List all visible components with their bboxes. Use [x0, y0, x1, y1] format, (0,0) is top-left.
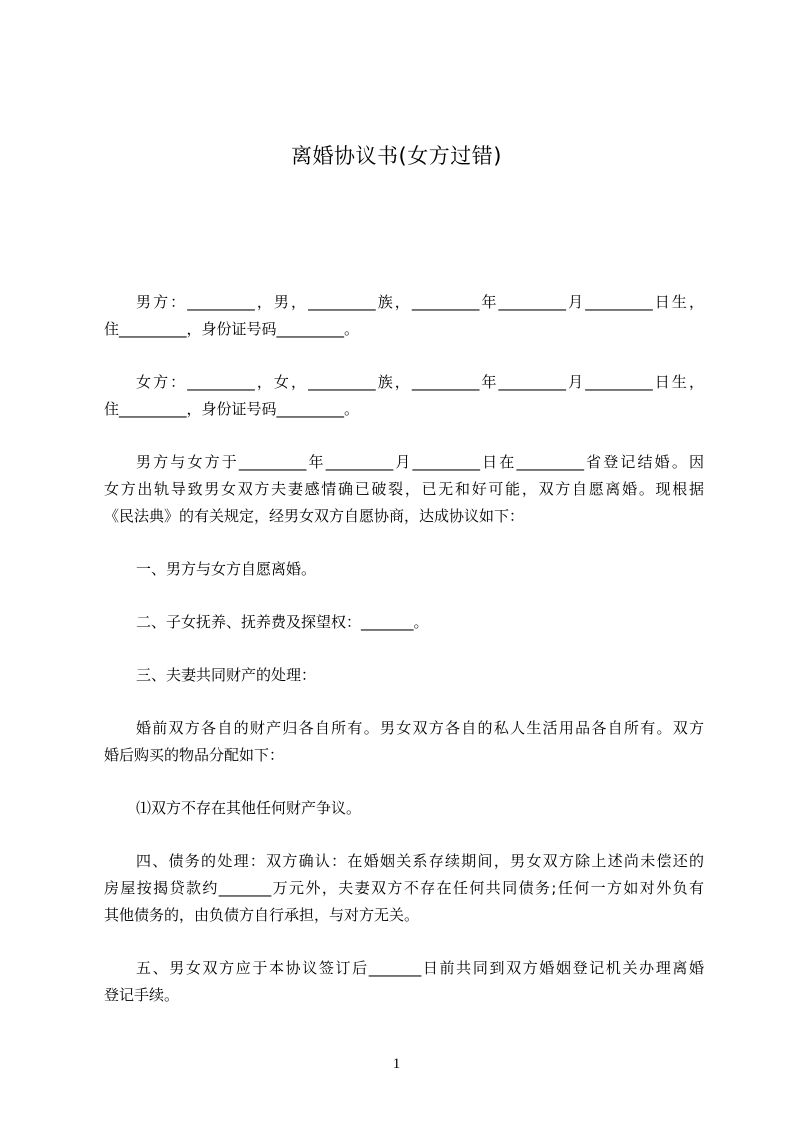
paragraph-line: 女方：_________，女，_________族，_________年_________月_________日生， — [136, 373, 704, 391]
paragraph-line: 二、子女抚养、抚养费及探望权：_______。 — [136, 613, 429, 631]
paragraph-line: 其他债务的，由负债方自行承担，与对方无关。 — [104, 906, 420, 924]
paragraph-line: 婚后购买的物品分配如下： — [104, 746, 285, 764]
paragraph-line: 男方：_________，男，_________族，_________年_________月_________日生， — [136, 293, 704, 311]
paragraph-line: 男方与女方于_________年_________月_________日在_________省登记结婚。因 — [136, 453, 704, 471]
paragraph-line: 女方出轨导致男女双方夫妻感情确已破裂，已无和好可能，双方自愿离婚。现根据 — [104, 480, 704, 498]
paragraph-line: 五、男女双方应于本协议签订后_______日前共同到双方婚姻登记机关办理离婚 — [136, 959, 704, 977]
document-title: 离婚协议书(女方过错) — [291, 144, 502, 168]
paragraph-line: 房屋按揭贷款约_______万元外，夫妻双方不存在任何共同债务;任何一方如对外负有 — [104, 879, 704, 897]
paragraph-line: ⑴双方不存在其他任何财产争议。 — [136, 799, 362, 817]
paragraph-line: 三、夫妻共同财产的处理： — [136, 666, 317, 684]
paragraph-line: 《民法典》的有关规定，经男女双方自愿协商，达成协议如下： — [104, 507, 525, 525]
paragraph-line: 住_________，身份证号码_________。 — [104, 400, 360, 418]
paragraph-line: 一、男方与女方自愿离婚。 — [136, 560, 317, 578]
page-number: 1 — [392, 1056, 401, 1072]
paragraph-line: 四、债务的处理：双方确认：在婚姻关系存续期间，男女双方除上述尚未偿还的 — [136, 852, 704, 870]
paragraph-line: 婚前双方各自的财产归各自所有。男女双方各自的私人生活用品各自所有。双方 — [136, 719, 704, 737]
paragraph-line: 住_________，身份证号码_________。 — [104, 320, 360, 338]
paragraph-line: 登记手续。 — [104, 986, 180, 1004]
